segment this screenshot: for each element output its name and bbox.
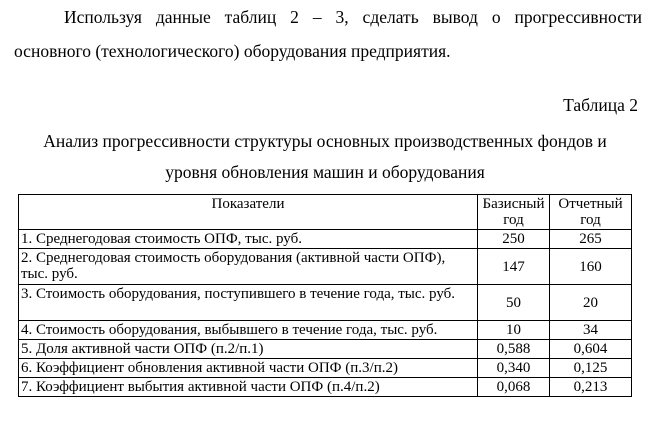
- row-base-value: 147: [478, 249, 550, 285]
- row-report-value: 265: [550, 230, 632, 249]
- row-report-value: 160: [550, 249, 632, 285]
- row-label: 5. Доля активной части ОПФ (п.2/п.1): [19, 340, 478, 359]
- table-row: [19, 321, 632, 340]
- table-title: [0, 126, 650, 188]
- table-title-line-2: уровня обновления машин и оборудования: [165, 162, 485, 182]
- table-row: [19, 340, 632, 359]
- row-label: 3. Стоимость оборудования, поступившего в течение года, тыс. руб.: [19, 285, 478, 321]
- row-report-value: 34: [550, 321, 632, 340]
- row-label: 7. Коэффициент выбытия активной части ОПФ (п.4/п.2): [19, 378, 478, 397]
- row-base-value: 50: [478, 285, 550, 321]
- header-report-year: Отчетный год: [550, 195, 632, 230]
- row-label: 4. Стоимость оборудования, выбывшего в течение года, тыс. руб.: [19, 321, 478, 340]
- table-row: [19, 378, 632, 397]
- row-report-value: 0,604: [550, 340, 632, 359]
- table-row: [19, 285, 632, 321]
- table-row: [19, 249, 632, 285]
- row-report-value: 0,213: [550, 378, 632, 397]
- table-number: Таблица 2: [563, 95, 638, 115]
- row-report-value: 0,125: [550, 359, 632, 378]
- row-base-value: 0,588: [478, 340, 550, 359]
- row-label: 2. Среднегодовая стоимость оборудования (активной части ОПФ), тыс. руб.: [19, 249, 478, 285]
- table-row: [19, 359, 632, 378]
- table-row: [19, 230, 632, 249]
- row-base-value: 0,340: [478, 359, 550, 378]
- intro-line-2: основного (технологического) оборудования предприятия.: [14, 41, 451, 61]
- header-indicators: Показатели: [19, 195, 478, 230]
- intro-line-1: Используя данные таблиц 2 – 3, сделать вывод о прогрессивности: [64, 7, 642, 27]
- table-header-row: [19, 195, 632, 230]
- row-report-value: 20: [550, 285, 632, 321]
- intro-paragraph: [14, 0, 642, 68]
- row-base-value: 0,068: [478, 378, 550, 397]
- row-base-value: 250: [478, 230, 550, 249]
- row-label: 6. Коэффициент обновления активной части ОПФ (п.3/п.2): [19, 359, 478, 378]
- row-label: 1. Среднегодовая стоимость ОПФ, тыс. руб.: [19, 230, 478, 249]
- table-title-line-1: Анализ прогрессивности структуры основных производственных фондов и: [43, 131, 607, 151]
- header-base-year: Базисный год: [478, 195, 550, 230]
- indicators-table: [18, 194, 632, 397]
- row-base-value: 10: [478, 321, 550, 340]
